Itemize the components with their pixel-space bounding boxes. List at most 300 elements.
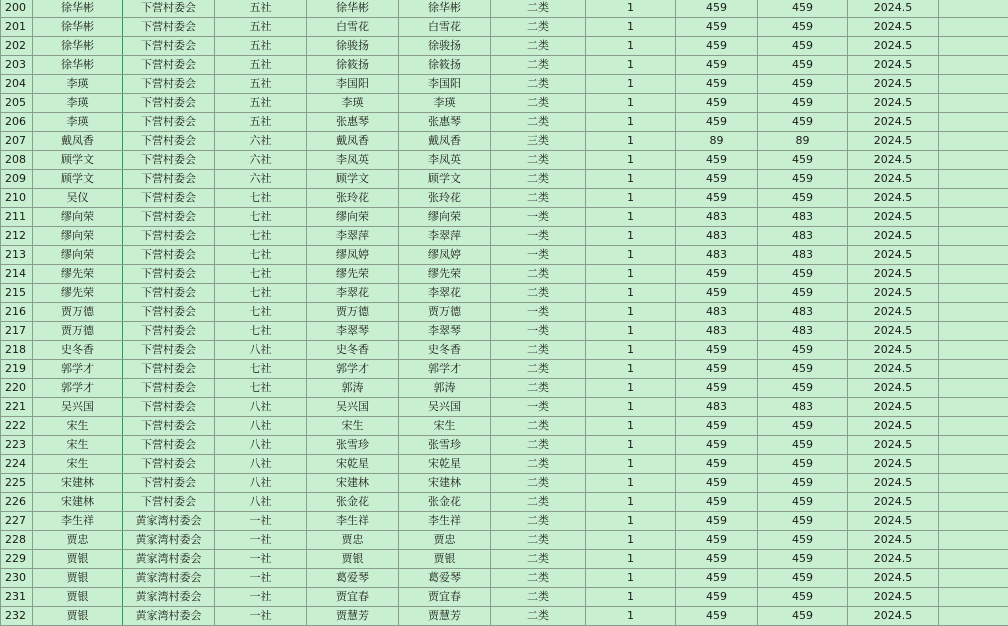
- cell-payment-amount[interactable]: 459: [758, 284, 848, 303]
- cell-recipient-name[interactable]: 史冬香: [399, 341, 491, 360]
- cell-standard-amount[interactable]: 483: [676, 303, 758, 322]
- cell-count[interactable]: 1: [586, 113, 676, 132]
- cell-member-name[interactable]: 李生祥: [307, 512, 399, 531]
- cell-payment-amount[interactable]: 459: [758, 0, 848, 18]
- cell-count[interactable]: 1: [586, 588, 676, 607]
- cell-recipient-name[interactable]: 宋乾星: [399, 455, 491, 474]
- cell-standard-amount[interactable]: 459: [676, 265, 758, 284]
- cell-period[interactable]: 2024.5: [848, 360, 939, 379]
- cell-category[interactable]: 二类: [491, 379, 586, 398]
- cell-village-committee[interactable]: 黄家湾村委会: [123, 588, 215, 607]
- cell-period[interactable]: 2024.5: [848, 75, 939, 94]
- cell-category[interactable]: 二类: [491, 493, 586, 512]
- cell-empty[interactable]: [939, 56, 1008, 75]
- cell-period[interactable]: 2024.5: [848, 607, 939, 626]
- cell-household-head[interactable]: 宋建林: [33, 493, 123, 512]
- cell-period[interactable]: 2024.5: [848, 94, 939, 113]
- cell-payment-amount[interactable]: 459: [758, 512, 848, 531]
- cell-payment-amount[interactable]: 459: [758, 588, 848, 607]
- cell-period[interactable]: 2024.5: [848, 455, 939, 474]
- cell-group[interactable]: 七社: [215, 284, 307, 303]
- cell-category[interactable]: 一类: [491, 208, 586, 227]
- cell-period[interactable]: 2024.5: [848, 493, 939, 512]
- cell-household-head[interactable]: 徐华彬: [33, 18, 123, 37]
- cell-count[interactable]: 1: [586, 398, 676, 417]
- cell-empty[interactable]: [939, 265, 1008, 284]
- cell-category[interactable]: 二类: [491, 455, 586, 474]
- cell-member-name[interactable]: 郭涛: [307, 379, 399, 398]
- cell-standard-amount[interactable]: 459: [676, 360, 758, 379]
- cell-category[interactable]: 二类: [491, 75, 586, 94]
- cell-empty[interactable]: [939, 493, 1008, 512]
- cell-payment-amount[interactable]: 459: [758, 569, 848, 588]
- cell-group[interactable]: 五社: [215, 56, 307, 75]
- cell-member-name[interactable]: 宋生: [307, 417, 399, 436]
- cell-payment-amount[interactable]: 459: [758, 37, 848, 56]
- cell-village-committee[interactable]: 下营村委会: [123, 398, 215, 417]
- cell-household-head[interactable]: 贾银: [33, 607, 123, 626]
- cell-period[interactable]: 2024.5: [848, 151, 939, 170]
- cell-period[interactable]: 2024.5: [848, 436, 939, 455]
- cell-group[interactable]: 八社: [215, 341, 307, 360]
- cell-member-name[interactable]: 李凤英: [307, 151, 399, 170]
- cell-payment-amount[interactable]: 459: [758, 170, 848, 189]
- cell-member-name[interactable]: 葛爱琴: [307, 569, 399, 588]
- cell-recipient-name[interactable]: 李瑛: [399, 94, 491, 113]
- cell-recipient-name[interactable]: 戴凤香: [399, 132, 491, 151]
- cell-period[interactable]: 2024.5: [848, 322, 939, 341]
- cell-member-name[interactable]: 缪向荣: [307, 208, 399, 227]
- cell-period[interactable]: 2024.5: [848, 531, 939, 550]
- cell-category[interactable]: 二类: [491, 113, 586, 132]
- cell-empty[interactable]: [939, 455, 1008, 474]
- cell-row-number[interactable]: 224: [1, 455, 33, 474]
- cell-village-committee[interactable]: 下营村委会: [123, 189, 215, 208]
- cell-village-committee[interactable]: 下营村委会: [123, 455, 215, 474]
- cell-period[interactable]: 2024.5: [848, 0, 939, 18]
- cell-group[interactable]: 八社: [215, 436, 307, 455]
- cell-household-head[interactable]: 戴凤香: [33, 132, 123, 151]
- cell-count[interactable]: 1: [586, 0, 676, 18]
- cell-household-head[interactable]: 徐华彬: [33, 56, 123, 75]
- cell-village-committee[interactable]: 下营村委会: [123, 265, 215, 284]
- cell-recipient-name[interactable]: 缪先荣: [399, 265, 491, 284]
- cell-group[interactable]: 七社: [215, 227, 307, 246]
- cell-payment-amount[interactable]: 459: [758, 607, 848, 626]
- cell-period[interactable]: 2024.5: [848, 113, 939, 132]
- cell-household-head[interactable]: 李瑛: [33, 75, 123, 94]
- cell-group[interactable]: 五社: [215, 37, 307, 56]
- cell-recipient-name[interactable]: 贾万德: [399, 303, 491, 322]
- cell-count[interactable]: 1: [586, 189, 676, 208]
- cell-standard-amount[interactable]: 459: [676, 284, 758, 303]
- cell-group[interactable]: 一社: [215, 607, 307, 626]
- cell-standard-amount[interactable]: 459: [676, 18, 758, 37]
- cell-row-number[interactable]: 219: [1, 360, 33, 379]
- cell-payment-amount[interactable]: 483: [758, 208, 848, 227]
- cell-member-name[interactable]: 顾学文: [307, 170, 399, 189]
- cell-category[interactable]: 二类: [491, 588, 586, 607]
- cell-standard-amount[interactable]: 459: [676, 341, 758, 360]
- cell-period[interactable]: 2024.5: [848, 379, 939, 398]
- cell-member-name[interactable]: 宋乾星: [307, 455, 399, 474]
- cell-empty[interactable]: [939, 531, 1008, 550]
- cell-category[interactable]: 二类: [491, 569, 586, 588]
- cell-payment-amount[interactable]: 483: [758, 227, 848, 246]
- cell-empty[interactable]: [939, 37, 1008, 56]
- cell-village-committee[interactable]: 下营村委会: [123, 132, 215, 151]
- cell-empty[interactable]: [939, 132, 1008, 151]
- cell-village-committee[interactable]: 下营村委会: [123, 341, 215, 360]
- cell-row-number[interactable]: 225: [1, 474, 33, 493]
- cell-recipient-name[interactable]: 张玲花: [399, 189, 491, 208]
- cell-payment-amount[interactable]: 459: [758, 417, 848, 436]
- cell-empty[interactable]: [939, 322, 1008, 341]
- cell-standard-amount[interactable]: 459: [676, 512, 758, 531]
- cell-row-number[interactable]: 218: [1, 341, 33, 360]
- cell-empty[interactable]: [939, 0, 1008, 18]
- cell-village-committee[interactable]: 下营村委会: [123, 75, 215, 94]
- cell-member-name[interactable]: 李翠萍: [307, 227, 399, 246]
- cell-count[interactable]: 1: [586, 569, 676, 588]
- cell-group[interactable]: 八社: [215, 417, 307, 436]
- cell-village-committee[interactable]: 下营村委会: [123, 170, 215, 189]
- cell-recipient-name[interactable]: 缪向荣: [399, 208, 491, 227]
- cell-empty[interactable]: [939, 284, 1008, 303]
- cell-household-head[interactable]: 李生祥: [33, 512, 123, 531]
- cell-count[interactable]: 1: [586, 170, 676, 189]
- cell-empty[interactable]: [939, 246, 1008, 265]
- cell-member-name[interactable]: 贾万德: [307, 303, 399, 322]
- cell-category[interactable]: 二类: [491, 189, 586, 208]
- cell-household-head[interactable]: 郭学才: [33, 360, 123, 379]
- cell-count[interactable]: 1: [586, 246, 676, 265]
- cell-standard-amount[interactable]: 459: [676, 0, 758, 18]
- cell-empty[interactable]: [939, 607, 1008, 626]
- cell-village-committee[interactable]: 下营村委会: [123, 246, 215, 265]
- cell-empty[interactable]: [939, 417, 1008, 436]
- cell-standard-amount[interactable]: 459: [676, 56, 758, 75]
- cell-recipient-name[interactable]: 李翠花: [399, 284, 491, 303]
- cell-member-name[interactable]: 史冬香: [307, 341, 399, 360]
- cell-standard-amount[interactable]: 459: [676, 75, 758, 94]
- cell-village-committee[interactable]: 下营村委会: [123, 56, 215, 75]
- cell-row-number[interactable]: 232: [1, 607, 33, 626]
- cell-household-head[interactable]: 缪向荣: [33, 246, 123, 265]
- cell-period[interactable]: 2024.5: [848, 18, 939, 37]
- cell-standard-amount[interactable]: 459: [676, 417, 758, 436]
- cell-village-committee[interactable]: 下营村委会: [123, 0, 215, 18]
- cell-household-head[interactable]: 缪向荣: [33, 227, 123, 246]
- cell-household-head[interactable]: 徐华彬: [33, 37, 123, 56]
- cell-count[interactable]: 1: [586, 94, 676, 113]
- cell-village-committee[interactable]: 下营村委会: [123, 37, 215, 56]
- cell-payment-amount[interactable]: 459: [758, 436, 848, 455]
- cell-row-number[interactable]: 210: [1, 189, 33, 208]
- cell-count[interactable]: 1: [586, 607, 676, 626]
- cell-standard-amount[interactable]: 459: [676, 474, 758, 493]
- cell-period[interactable]: 2024.5: [848, 512, 939, 531]
- cell-period[interactable]: 2024.5: [848, 588, 939, 607]
- cell-category[interactable]: 二类: [491, 341, 586, 360]
- cell-period[interactable]: 2024.5: [848, 227, 939, 246]
- cell-count[interactable]: 1: [586, 493, 676, 512]
- cell-recipient-name[interactable]: 张雪珍: [399, 436, 491, 455]
- cell-period[interactable]: 2024.5: [848, 246, 939, 265]
- cell-recipient-name[interactable]: 徐骏扬: [399, 37, 491, 56]
- cell-row-number[interactable]: 231: [1, 588, 33, 607]
- cell-row-number[interactable]: 204: [1, 75, 33, 94]
- cell-recipient-name[interactable]: 徐华彬: [399, 0, 491, 18]
- cell-row-number[interactable]: 222: [1, 417, 33, 436]
- cell-empty[interactable]: [939, 398, 1008, 417]
- cell-category[interactable]: 一类: [491, 246, 586, 265]
- cell-count[interactable]: 1: [586, 265, 676, 284]
- cell-category[interactable]: 二类: [491, 18, 586, 37]
- cell-row-number[interactable]: 205: [1, 94, 33, 113]
- cell-period[interactable]: 2024.5: [848, 474, 939, 493]
- cell-member-name[interactable]: 戴凤香: [307, 132, 399, 151]
- cell-household-head[interactable]: 缪先荣: [33, 284, 123, 303]
- cell-group[interactable]: 七社: [215, 303, 307, 322]
- cell-village-committee[interactable]: 下营村委会: [123, 417, 215, 436]
- cell-empty[interactable]: [939, 170, 1008, 189]
- cell-village-committee[interactable]: 黄家湾村委会: [123, 607, 215, 626]
- cell-group[interactable]: 一社: [215, 588, 307, 607]
- cell-empty[interactable]: [939, 208, 1008, 227]
- cell-household-head[interactable]: 宋生: [33, 436, 123, 455]
- cell-group[interactable]: 五社: [215, 0, 307, 18]
- cell-empty[interactable]: [939, 569, 1008, 588]
- cell-row-number[interactable]: 202: [1, 37, 33, 56]
- cell-standard-amount[interactable]: 459: [676, 379, 758, 398]
- cell-row-number[interactable]: 215: [1, 284, 33, 303]
- cell-standard-amount[interactable]: 459: [676, 113, 758, 132]
- cell-member-name[interactable]: 李翠花: [307, 284, 399, 303]
- cell-category[interactable]: 二类: [491, 151, 586, 170]
- cell-count[interactable]: 1: [586, 341, 676, 360]
- cell-count[interactable]: 1: [586, 75, 676, 94]
- cell-recipient-name[interactable]: 徐筱扬: [399, 56, 491, 75]
- cell-count[interactable]: 1: [586, 37, 676, 56]
- cell-household-head[interactable]: 贾银: [33, 569, 123, 588]
- cell-standard-amount[interactable]: 459: [676, 588, 758, 607]
- cell-member-name[interactable]: 贾忠: [307, 531, 399, 550]
- cell-payment-amount[interactable]: 483: [758, 398, 848, 417]
- cell-group[interactable]: 八社: [215, 455, 307, 474]
- cell-row-number[interactable]: 223: [1, 436, 33, 455]
- cell-member-name[interactable]: 贾银: [307, 550, 399, 569]
- cell-village-committee[interactable]: 下营村委会: [123, 227, 215, 246]
- cell-member-name[interactable]: 张雪珍: [307, 436, 399, 455]
- cell-member-name[interactable]: 贾慧芳: [307, 607, 399, 626]
- cell-standard-amount[interactable]: 459: [676, 493, 758, 512]
- cell-row-number[interactable]: 206: [1, 113, 33, 132]
- cell-recipient-name[interactable]: 贾银: [399, 550, 491, 569]
- cell-household-head[interactable]: 贾万德: [33, 322, 123, 341]
- cell-payment-amount[interactable]: 459: [758, 341, 848, 360]
- cell-group[interactable]: 七社: [215, 360, 307, 379]
- cell-group[interactable]: 八社: [215, 398, 307, 417]
- cell-village-committee[interactable]: 黄家湾村委会: [123, 531, 215, 550]
- cell-count[interactable]: 1: [586, 474, 676, 493]
- cell-standard-amount[interactable]: 459: [676, 37, 758, 56]
- cell-payment-amount[interactable]: 459: [758, 455, 848, 474]
- cell-category[interactable]: 二类: [491, 284, 586, 303]
- cell-empty[interactable]: [939, 341, 1008, 360]
- cell-count[interactable]: 1: [586, 550, 676, 569]
- cell-period[interactable]: 2024.5: [848, 303, 939, 322]
- cell-household-head[interactable]: 缪向荣: [33, 208, 123, 227]
- cell-category[interactable]: 二类: [491, 265, 586, 284]
- cell-standard-amount[interactable]: 483: [676, 227, 758, 246]
- cell-payment-amount[interactable]: 459: [758, 18, 848, 37]
- cell-empty[interactable]: [939, 474, 1008, 493]
- cell-category[interactable]: 二类: [491, 0, 586, 18]
- cell-recipient-name[interactable]: 张惠琴: [399, 113, 491, 132]
- cell-empty[interactable]: [939, 113, 1008, 132]
- cell-standard-amount[interactable]: 459: [676, 94, 758, 113]
- cell-group[interactable]: 八社: [215, 493, 307, 512]
- cell-member-name[interactable]: 徐骏扬: [307, 37, 399, 56]
- cell-recipient-name[interactable]: 李翠琴: [399, 322, 491, 341]
- cell-period[interactable]: 2024.5: [848, 208, 939, 227]
- cell-category[interactable]: 二类: [491, 512, 586, 531]
- cell-category[interactable]: 一类: [491, 398, 586, 417]
- cell-row-number[interactable]: 201: [1, 18, 33, 37]
- cell-standard-amount[interactable]: 459: [676, 607, 758, 626]
- cell-count[interactable]: 1: [586, 227, 676, 246]
- cell-category[interactable]: 一类: [491, 227, 586, 246]
- cell-standard-amount[interactable]: 89: [676, 132, 758, 151]
- cell-row-number[interactable]: 207: [1, 132, 33, 151]
- cell-payment-amount[interactable]: 459: [758, 189, 848, 208]
- cell-village-committee[interactable]: 下营村委会: [123, 303, 215, 322]
- cell-category[interactable]: 二类: [491, 37, 586, 56]
- cell-standard-amount[interactable]: 483: [676, 208, 758, 227]
- cell-recipient-name[interactable]: 吴兴国: [399, 398, 491, 417]
- cell-recipient-name[interactable]: 李凤英: [399, 151, 491, 170]
- cell-recipient-name[interactable]: 葛爱琴: [399, 569, 491, 588]
- cell-empty[interactable]: [939, 436, 1008, 455]
- cell-recipient-name[interactable]: 张金花: [399, 493, 491, 512]
- cell-payment-amount[interactable]: 459: [758, 56, 848, 75]
- cell-standard-amount[interactable]: 459: [676, 189, 758, 208]
- cell-payment-amount[interactable]: 459: [758, 531, 848, 550]
- cell-standard-amount[interactable]: 459: [676, 569, 758, 588]
- cell-payment-amount[interactable]: 459: [758, 151, 848, 170]
- cell-row-number[interactable]: 229: [1, 550, 33, 569]
- cell-period[interactable]: 2024.5: [848, 189, 939, 208]
- cell-count[interactable]: 1: [586, 132, 676, 151]
- cell-empty[interactable]: [939, 75, 1008, 94]
- cell-category[interactable]: 二类: [491, 56, 586, 75]
- cell-member-name[interactable]: 缪先荣: [307, 265, 399, 284]
- cell-payment-amount[interactable]: 89: [758, 132, 848, 151]
- cell-payment-amount[interactable]: 459: [758, 360, 848, 379]
- cell-period[interactable]: 2024.5: [848, 132, 939, 151]
- cell-household-head[interactable]: 宋生: [33, 455, 123, 474]
- cell-standard-amount[interactable]: 459: [676, 531, 758, 550]
- cell-recipient-name[interactable]: 宋生: [399, 417, 491, 436]
- cell-group[interactable]: 一社: [215, 512, 307, 531]
- cell-village-committee[interactable]: 下营村委会: [123, 474, 215, 493]
- cell-household-head[interactable]: 郭学才: [33, 379, 123, 398]
- cell-group[interactable]: 五社: [215, 113, 307, 132]
- cell-village-committee[interactable]: 下营村委会: [123, 379, 215, 398]
- cell-standard-amount[interactable]: 459: [676, 436, 758, 455]
- cell-row-number[interactable]: 208: [1, 151, 33, 170]
- cell-member-name[interactable]: 徐筱扬: [307, 56, 399, 75]
- cell-household-head[interactable]: 徐华彬: [33, 0, 123, 18]
- cell-group[interactable]: 七社: [215, 322, 307, 341]
- cell-category[interactable]: 一类: [491, 322, 586, 341]
- cell-period[interactable]: 2024.5: [848, 265, 939, 284]
- cell-member-name[interactable]: 李瑛: [307, 94, 399, 113]
- cell-row-number[interactable]: 217: [1, 322, 33, 341]
- cell-payment-amount[interactable]: 483: [758, 322, 848, 341]
- cell-payment-amount[interactable]: 459: [758, 493, 848, 512]
- cell-recipient-name[interactable]: 李生祥: [399, 512, 491, 531]
- cell-standard-amount[interactable]: 459: [676, 170, 758, 189]
- cell-count[interactable]: 1: [586, 455, 676, 474]
- cell-category[interactable]: 二类: [491, 607, 586, 626]
- cell-count[interactable]: 1: [586, 417, 676, 436]
- cell-row-number[interactable]: 203: [1, 56, 33, 75]
- cell-row-number[interactable]: 211: [1, 208, 33, 227]
- cell-category[interactable]: 二类: [491, 531, 586, 550]
- cell-member-name[interactable]: 宋建林: [307, 474, 399, 493]
- cell-payment-amount[interactable]: 459: [758, 474, 848, 493]
- cell-category[interactable]: 一类: [491, 303, 586, 322]
- cell-member-name[interactable]: 贾宜春: [307, 588, 399, 607]
- cell-village-committee[interactable]: 下营村委会: [123, 94, 215, 113]
- cell-village-committee[interactable]: 下营村委会: [123, 151, 215, 170]
- cell-payment-amount[interactable]: 459: [758, 113, 848, 132]
- cell-recipient-name[interactable]: 顾学文: [399, 170, 491, 189]
- cell-count[interactable]: 1: [586, 512, 676, 531]
- cell-empty[interactable]: [939, 189, 1008, 208]
- cell-household-head[interactable]: 顾学文: [33, 151, 123, 170]
- cell-count[interactable]: 1: [586, 379, 676, 398]
- cell-payment-amount[interactable]: 459: [758, 94, 848, 113]
- cell-count[interactable]: 1: [586, 284, 676, 303]
- cell-empty[interactable]: [939, 94, 1008, 113]
- cell-member-name[interactable]: 张玲花: [307, 189, 399, 208]
- cell-household-head[interactable]: 贾万德: [33, 303, 123, 322]
- cell-household-head[interactable]: 史冬香: [33, 341, 123, 360]
- cell-count[interactable]: 1: [586, 56, 676, 75]
- cell-member-name[interactable]: 张金花: [307, 493, 399, 512]
- cell-category[interactable]: 二类: [491, 436, 586, 455]
- cell-recipient-name[interactable]: 郭涛: [399, 379, 491, 398]
- cell-category[interactable]: 二类: [491, 417, 586, 436]
- cell-household-head[interactable]: 宋建林: [33, 474, 123, 493]
- cell-village-committee[interactable]: 下营村委会: [123, 360, 215, 379]
- cell-payment-amount[interactable]: 459: [758, 265, 848, 284]
- cell-recipient-name[interactable]: 李国阳: [399, 75, 491, 94]
- cell-standard-amount[interactable]: 459: [676, 455, 758, 474]
- cell-period[interactable]: 2024.5: [848, 569, 939, 588]
- cell-standard-amount[interactable]: 483: [676, 322, 758, 341]
- cell-household-head[interactable]: 缪先荣: [33, 265, 123, 284]
- cell-recipient-name[interactable]: 宋建林: [399, 474, 491, 493]
- cell-category[interactable]: 三类: [491, 132, 586, 151]
- cell-period[interactable]: 2024.5: [848, 284, 939, 303]
- cell-standard-amount[interactable]: 459: [676, 550, 758, 569]
- cell-group[interactable]: 七社: [215, 246, 307, 265]
- cell-payment-amount[interactable]: 459: [758, 379, 848, 398]
